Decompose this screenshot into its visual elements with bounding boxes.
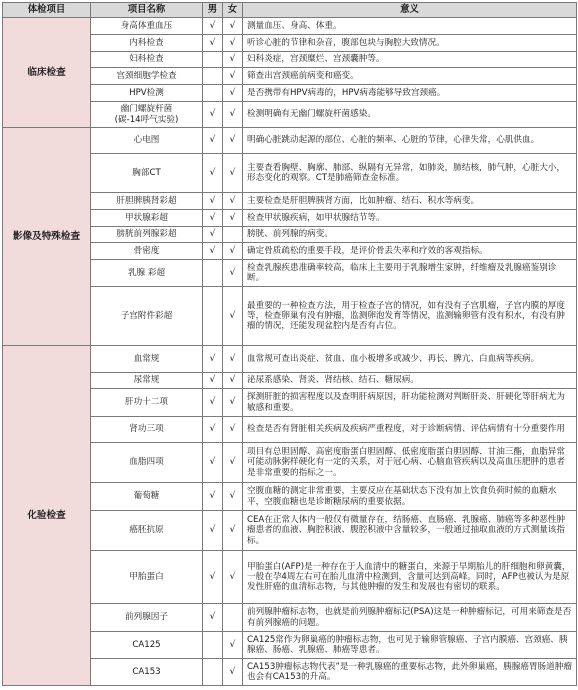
item-name-cell: 胸部CT (91, 154, 203, 193)
item-name-cell: 内科检查 (91, 35, 203, 52)
female-check-cell: √ (223, 243, 243, 260)
meaning-cell: 妇科炎症，宫颈糜烂、宫颈囊肿等。 (243, 52, 577, 68)
male-check-cell: √ (203, 443, 223, 483)
male-check-cell: √ (203, 193, 223, 210)
male-check-cell: √ (203, 551, 223, 604)
female-check-cell: √ (223, 443, 243, 483)
female-check-cell: √ (223, 659, 243, 686)
meaning-cell: 甲胎蛋白(AFP)是一种存在于人血清中的糖蛋白，来源于早期胎儿的肝细胞和卵黄囊，一般在孕4周左右可在胎儿血清中检测到，含量可达到高峰。同时，AFP也被认为是原发性肝癌的血清标志物，与其他肿瘤的发生和发展也有密切的联系。 (243, 551, 577, 604)
male-check-cell: √ (203, 210, 223, 227)
female-check-cell: √ (223, 346, 243, 373)
category-cell: 影像及特殊检查 (3, 128, 91, 346)
meaning-cell: 是否携带有HPV病毒的，HPV病毒能够导致宫颈癌。 (243, 85, 577, 102)
item-name-cell: 肾功三项 (91, 417, 203, 443)
meaning-cell: CEA在正常人体内一般仅有微量存在，结肠癌、直肠癌、乳腺癌、肺癌等多种恶性肿瘤患者的血液、胸腔积液、腹腔积液中含量较多，一般通过抽取血液的方式测量该指标。 (243, 511, 577, 551)
health-check-table (2, 2, 577, 686)
item-name-cell: 肝功十二项 (91, 389, 203, 417)
item-name-cell: 甲状腺彩超 (91, 210, 203, 227)
meaning-cell: 明确心脏跳动起源的部位、心脏的频率、心脏的节律，心律失常，心肌供血。 (243, 128, 577, 154)
meaning-cell: 听诊心脏的节律和杂音，腹部包块与胸腔大致情况。 (243, 35, 577, 52)
female-check-cell: √ (223, 193, 243, 210)
male-check-cell (203, 260, 223, 287)
female-check-cell: √ (223, 373, 243, 389)
female-check-cell: √ (223, 389, 243, 417)
item-name-cell: 宫颈细胞学检查 (91, 68, 203, 85)
item-name-cell: 骨密度 (91, 243, 203, 260)
item-name-cell: 子宫附件彩超 (91, 287, 203, 346)
meaning-cell: 膀胱、前列腺的病变。 (243, 227, 577, 243)
meaning-cell: 确定骨质疏松的重要手段，是评价骨丢失率和疗效的客观指标。 (243, 243, 577, 260)
meaning-cell: 检查甲状腺疾病，如甲状腺结节等。 (243, 210, 577, 227)
meaning-cell: 筛查出宫颈癌前病变和癌变。 (243, 68, 577, 85)
male-check-cell: √ (203, 511, 223, 551)
table-body (3, 18, 577, 686)
male-check-cell (203, 632, 223, 659)
female-check-cell: √ (223, 18, 243, 35)
meaning-cell: 测量血压、身高、体重。 (243, 18, 577, 35)
header-male: 男 (203, 3, 223, 18)
header-meaning: 意义 (243, 3, 577, 18)
item-name-cell: CA153 (91, 659, 203, 686)
male-check-cell (203, 85, 223, 102)
header-row (3, 3, 577, 18)
item-name-cell: 葡萄糖 (91, 483, 203, 511)
item-name-cell: 身高体重血压 (91, 18, 203, 35)
male-check-cell: √ (203, 154, 223, 193)
female-check-cell: √ (223, 102, 243, 128)
meaning-cell: CA125常作为卵巢癌的肿瘤标志物，也可见于输卵管腺癌、子宫内膜癌、宫颈癌、胰腺癌、肠癌、乳腺癌、肺癌等患者。 (243, 632, 577, 659)
female-check-cell: √ (223, 551, 243, 604)
male-check-cell: √ (203, 18, 223, 35)
male-check-cell (203, 52, 223, 68)
meaning-cell: 主要检查是肝胆脾胰肾方面，比如肿瘤、结石、积水等病变。 (243, 193, 577, 210)
meaning-cell: CA153肿瘤标志物代表”是一种乳腺癌的重要标志物，此外卵巢癌，胰腺癌胃肠道肿瘤也会有CA153的升高。 (243, 659, 577, 686)
female-check-cell: √ (223, 632, 243, 659)
item-name-cell: 膀胱前列腺彩超 (91, 227, 203, 243)
item-name-cell: 甲胎蛋白 (91, 551, 203, 604)
item-name-cell: 乳腺 彩超 (91, 260, 203, 287)
health-check-table-container (2, 2, 576, 686)
female-check-cell (223, 604, 243, 632)
female-check-cell: √ (223, 260, 243, 287)
male-check-cell: √ (203, 604, 223, 632)
male-check-cell: √ (203, 346, 223, 373)
female-check-cell: √ (223, 85, 243, 102)
item-name-cell: 血脂四项 (91, 443, 203, 483)
item-name-cell: 尿常规 (91, 373, 203, 389)
item-name-cell: 妇科检查 (91, 52, 203, 68)
meaning-cell: 检查是否有肾脏相关疾病及疾病严重程度，对于诊断病情、评估病情有十分重要作用 (243, 417, 577, 443)
male-check-cell: √ (203, 102, 223, 128)
male-check-cell: √ (203, 373, 223, 389)
male-check-cell: √ (203, 417, 223, 443)
female-check-cell: √ (223, 52, 243, 68)
male-check-cell (203, 287, 223, 346)
meaning-cell: 最重要的一种检查方法，用于检查子宫的情况，如有没有子宫肌瘤，子宫内膜的厚度等，检查卵巢有没有肿瘤，监测卵泡发育等情况，监测输卵管有没有积水，有没有肿瘤的情况，还能发现盆腔内是否有占位。 (243, 287, 577, 346)
table-row (3, 346, 577, 373)
meaning-cell: 前列腺肿瘤标志物，也就是前列腺肿瘤标记(PSA)这是一种肿瘤标记，可用来筛查是否有前列腺癌的问题。 (243, 604, 577, 632)
female-check-cell: √ (223, 154, 243, 193)
female-check-cell: √ (223, 417, 243, 443)
male-check-cell: √ (203, 483, 223, 511)
item-name-cell: 幽门螺旋杆菌 (碳-14呼气实验) (91, 102, 203, 128)
meaning-cell: 检测明确有无幽门螺旋杆菌感染。 (243, 102, 577, 128)
header-category: 体检项目 (3, 3, 91, 18)
table-row (3, 18, 577, 35)
male-check-cell: √ (203, 389, 223, 417)
female-check-cell: √ (223, 128, 243, 154)
meaning-cell: 空腹血糖的测定非常重要，主要反应在基础状态下没有加上饮食负荷时候的血糖水平，空腹血糖也是诊断糖尿病的重要依据。 (243, 483, 577, 511)
male-check-cell: √ (203, 227, 223, 243)
meaning-cell: 血常规可查出炎症、贫血、血小板增多或减少、再长、脾亢、白血病等疾病。 (243, 346, 577, 373)
item-name-cell: 前列腺因子 (91, 604, 203, 632)
male-check-cell (203, 659, 223, 686)
female-check-cell: √ (223, 483, 243, 511)
category-cell: 化验检查 (3, 346, 91, 686)
male-check-cell: √ (203, 243, 223, 260)
male-check-cell: √ (203, 35, 223, 52)
item-name-cell: CA125 (91, 632, 203, 659)
meaning-cell: 主要查看胸壁、胸廓、肺部、纵隔有无异常，如肺炎，肺结核，肺气肿，心脏大小，形态变化的观察。CT是肺癌筛查金标准。 (243, 154, 577, 193)
meaning-cell: 泌尿系感染、肾炎、肾结核、结石、糖尿病。 (243, 373, 577, 389)
female-check-cell (223, 227, 243, 243)
item-name-cell: 癌胚抗原 (91, 511, 203, 551)
male-check-cell: √ (203, 128, 223, 154)
item-name-cell: 血常规 (91, 346, 203, 373)
female-check-cell: √ (223, 287, 243, 346)
meaning-cell: 项目有总胆固醇、高密度脂蛋白胆固醇、低密度脂蛋白胆固醇、甘油三酯，血脂异常可能动脉粥样硬化有一定的关系，对于冠心病、心脑血管疾病以及高血压肥胖的患者是非常重要的指标之一。 (243, 443, 577, 483)
female-check-cell: √ (223, 210, 243, 227)
item-name-cell: 心电图 (91, 128, 203, 154)
header-female: 女 (223, 3, 243, 18)
female-check-cell: √ (223, 35, 243, 52)
female-check-cell: √ (223, 68, 243, 85)
header-item-name: 项目名称 (91, 3, 203, 18)
meaning-cell: 检查乳腺疾患准确率较高，临床上主要用于乳腺增生家肿，纤维瘤及乳腺癌鉴别诊断。 (243, 260, 577, 287)
meaning-cell: 探测肝脏的损害程度以及查明肝病原因，肝功能检测对判断肝炎、肝硬化等肝病尤为敏感和重要。 (243, 389, 577, 417)
table-row (3, 128, 577, 154)
category-cell: 临床检查 (3, 18, 91, 128)
item-name-cell: HPV检测 (91, 85, 203, 102)
male-check-cell (203, 68, 223, 85)
female-check-cell: √ (223, 511, 243, 551)
item-name-cell: 肝胆脾胰肾彩超 (91, 193, 203, 210)
